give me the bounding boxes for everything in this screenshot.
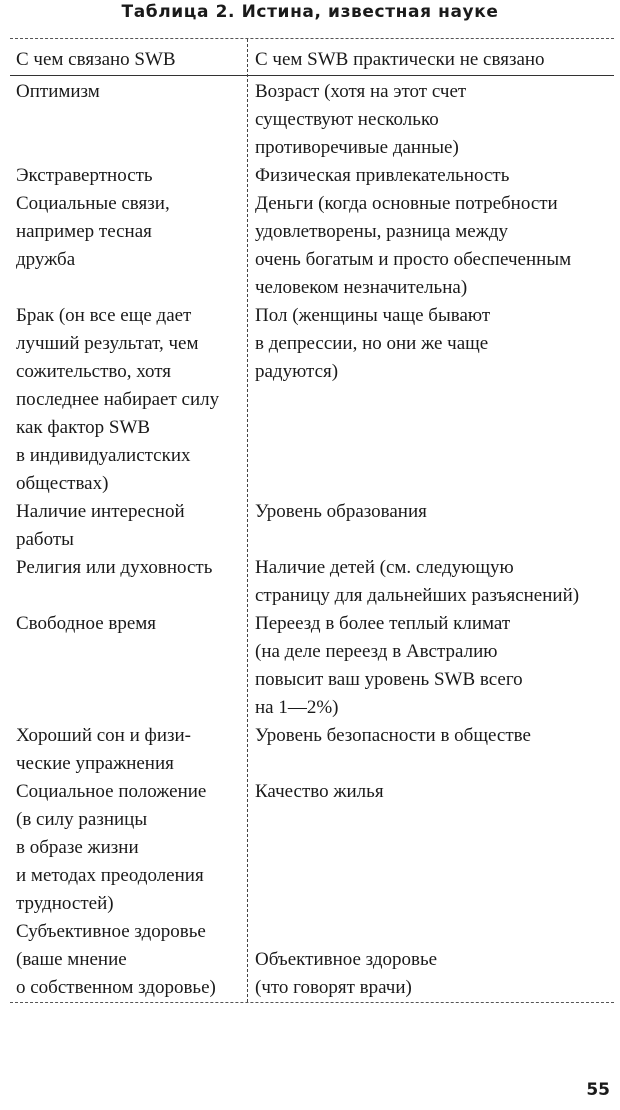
cell-line: Религия или духовность bbox=[16, 557, 213, 578]
related-factor-cell bbox=[10, 78, 247, 162]
cell-line bbox=[255, 918, 614, 946]
cell-line: Экстравертность bbox=[16, 165, 153, 186]
cell-line: в депрессии, но они же чаще bbox=[255, 333, 489, 354]
cell-line: Уровень безопасности в обществе bbox=[255, 725, 531, 746]
unrelated-factor-cell bbox=[247, 918, 614, 1002]
cell-line: Социальные связи, bbox=[16, 193, 170, 214]
cell-line: (что говорят врачи) bbox=[255, 977, 412, 998]
table-row bbox=[10, 162, 614, 190]
cell-line: (на деле переезд в Австралию bbox=[255, 641, 498, 662]
cell-line bbox=[255, 806, 614, 834]
cell-line: удовлетворены, разница между bbox=[255, 221, 508, 242]
table-row bbox=[10, 498, 614, 554]
cell-line bbox=[255, 750, 614, 778]
table-row bbox=[10, 302, 614, 498]
cell-line: Наличие детей (см. следующую bbox=[255, 557, 514, 578]
cell-line bbox=[16, 638, 247, 666]
related-factor-cell bbox=[10, 610, 247, 722]
cell-line: существуют несколько bbox=[255, 109, 439, 130]
cell-line: Возраст (хотя на этот счет bbox=[255, 81, 467, 102]
cell-line: лучший результат, чем bbox=[16, 333, 199, 354]
unrelated-factor-cell bbox=[247, 722, 614, 778]
cell-line: последнее набирает силу bbox=[16, 389, 220, 410]
cell-line: Хороший сон и физи- bbox=[16, 725, 191, 746]
cell-line bbox=[255, 386, 614, 414]
unrelated-factor-cell bbox=[247, 610, 614, 722]
unrelated-factor-cell bbox=[247, 302, 614, 498]
related-factor-cell bbox=[10, 778, 247, 918]
cell-line: в индивидуалистских bbox=[16, 445, 191, 466]
related-factor-cell bbox=[10, 918, 247, 1002]
unrelated-factor-cell bbox=[247, 498, 614, 554]
cell-line: Оптимизм bbox=[16, 81, 100, 102]
table-row bbox=[10, 722, 614, 778]
table-caption: Таблица 2. Истина, известная науке bbox=[121, 2, 499, 22]
header-not-related: С чем SWB практически не связано bbox=[255, 49, 545, 70]
cell-line bbox=[255, 862, 614, 890]
table-row bbox=[10, 554, 614, 610]
cell-line: Брак (он все еще дает bbox=[16, 305, 192, 326]
cell-line: Свободное время bbox=[16, 613, 157, 634]
cell-line: человеком незначительна) bbox=[255, 277, 468, 298]
cell-line: Физическая привлекательность bbox=[255, 165, 510, 186]
unrelated-factor-cell bbox=[247, 78, 614, 162]
cell-line: Пол (женщины чаще бывают bbox=[255, 305, 491, 326]
cell-line: ческие упражнения bbox=[16, 753, 174, 774]
cell-line: (в силу разницы bbox=[16, 809, 148, 830]
cell-line: радуются) bbox=[255, 361, 339, 382]
related-factor-cell bbox=[10, 722, 247, 778]
unrelated-factor-cell bbox=[247, 162, 614, 190]
cell-line bbox=[255, 890, 614, 918]
cell-line: страницу для дальнейших разъяснений) bbox=[255, 585, 580, 606]
related-factor-cell bbox=[10, 498, 247, 554]
cell-line bbox=[255, 470, 614, 498]
page-number: 55 bbox=[586, 1080, 610, 1100]
header-related: С чем связано SWB bbox=[16, 49, 176, 70]
cell-line bbox=[16, 694, 247, 722]
cell-line: Переезд в более теплый климат bbox=[255, 613, 511, 634]
cell-line: Уровень образования bbox=[255, 501, 427, 522]
table-row bbox=[10, 610, 614, 722]
cell-line: Объективное здоровье bbox=[255, 949, 438, 970]
cell-line: на 1—2%) bbox=[255, 697, 339, 718]
cell-line bbox=[16, 106, 247, 134]
cell-line bbox=[255, 414, 614, 442]
cell-line: в образе жизни bbox=[16, 837, 139, 858]
related-factor-cell bbox=[10, 302, 247, 498]
cell-line: Качество жилья bbox=[255, 781, 384, 802]
cell-line: дружба bbox=[16, 249, 76, 270]
unrelated-factor-cell bbox=[247, 190, 614, 302]
cell-line bbox=[255, 526, 614, 554]
cell-line: противоречивые данные) bbox=[255, 137, 459, 158]
cell-line: очень богатым и просто обеспеченным bbox=[255, 249, 572, 270]
cell-line: (ваше мнение bbox=[16, 949, 127, 970]
cell-line: Наличие интересной bbox=[16, 501, 185, 522]
table-body bbox=[10, 78, 614, 1002]
cell-line: и методах преодоления bbox=[16, 865, 204, 886]
table-row bbox=[10, 918, 614, 1002]
cell-line bbox=[16, 582, 247, 610]
cell-line: трудностей) bbox=[16, 893, 114, 914]
cell-line: сожительство, хотя bbox=[16, 361, 172, 382]
cell-line bbox=[255, 442, 614, 470]
cell-line: повысит ваш уровень SWB всего bbox=[255, 669, 523, 690]
swb-table bbox=[10, 38, 614, 1003]
table-row bbox=[10, 78, 614, 162]
unrelated-factor-cell bbox=[247, 554, 614, 610]
cell-line: как фактор SWB bbox=[16, 417, 151, 438]
table-header-row bbox=[10, 39, 614, 76]
related-factor-cell bbox=[10, 162, 247, 190]
related-factor-cell bbox=[10, 190, 247, 302]
cell-line bbox=[16, 274, 247, 302]
cell-line: работы bbox=[16, 529, 74, 550]
cell-line: Социальное положение bbox=[16, 781, 207, 802]
cell-line: обществах) bbox=[16, 473, 109, 494]
related-factor-cell bbox=[10, 554, 247, 610]
cell-line: Деньги (когда основные потребности bbox=[255, 193, 558, 214]
cell-line bbox=[255, 834, 614, 862]
cell-line: о собственном здоровье) bbox=[16, 977, 216, 998]
cell-line bbox=[16, 134, 247, 162]
table-row bbox=[10, 190, 614, 302]
table-row bbox=[10, 778, 614, 918]
unrelated-factor-cell bbox=[247, 778, 614, 918]
cell-line bbox=[16, 666, 247, 694]
cell-line: Субъективное здоровье bbox=[16, 921, 206, 942]
cell-line: например тесная bbox=[16, 221, 152, 242]
